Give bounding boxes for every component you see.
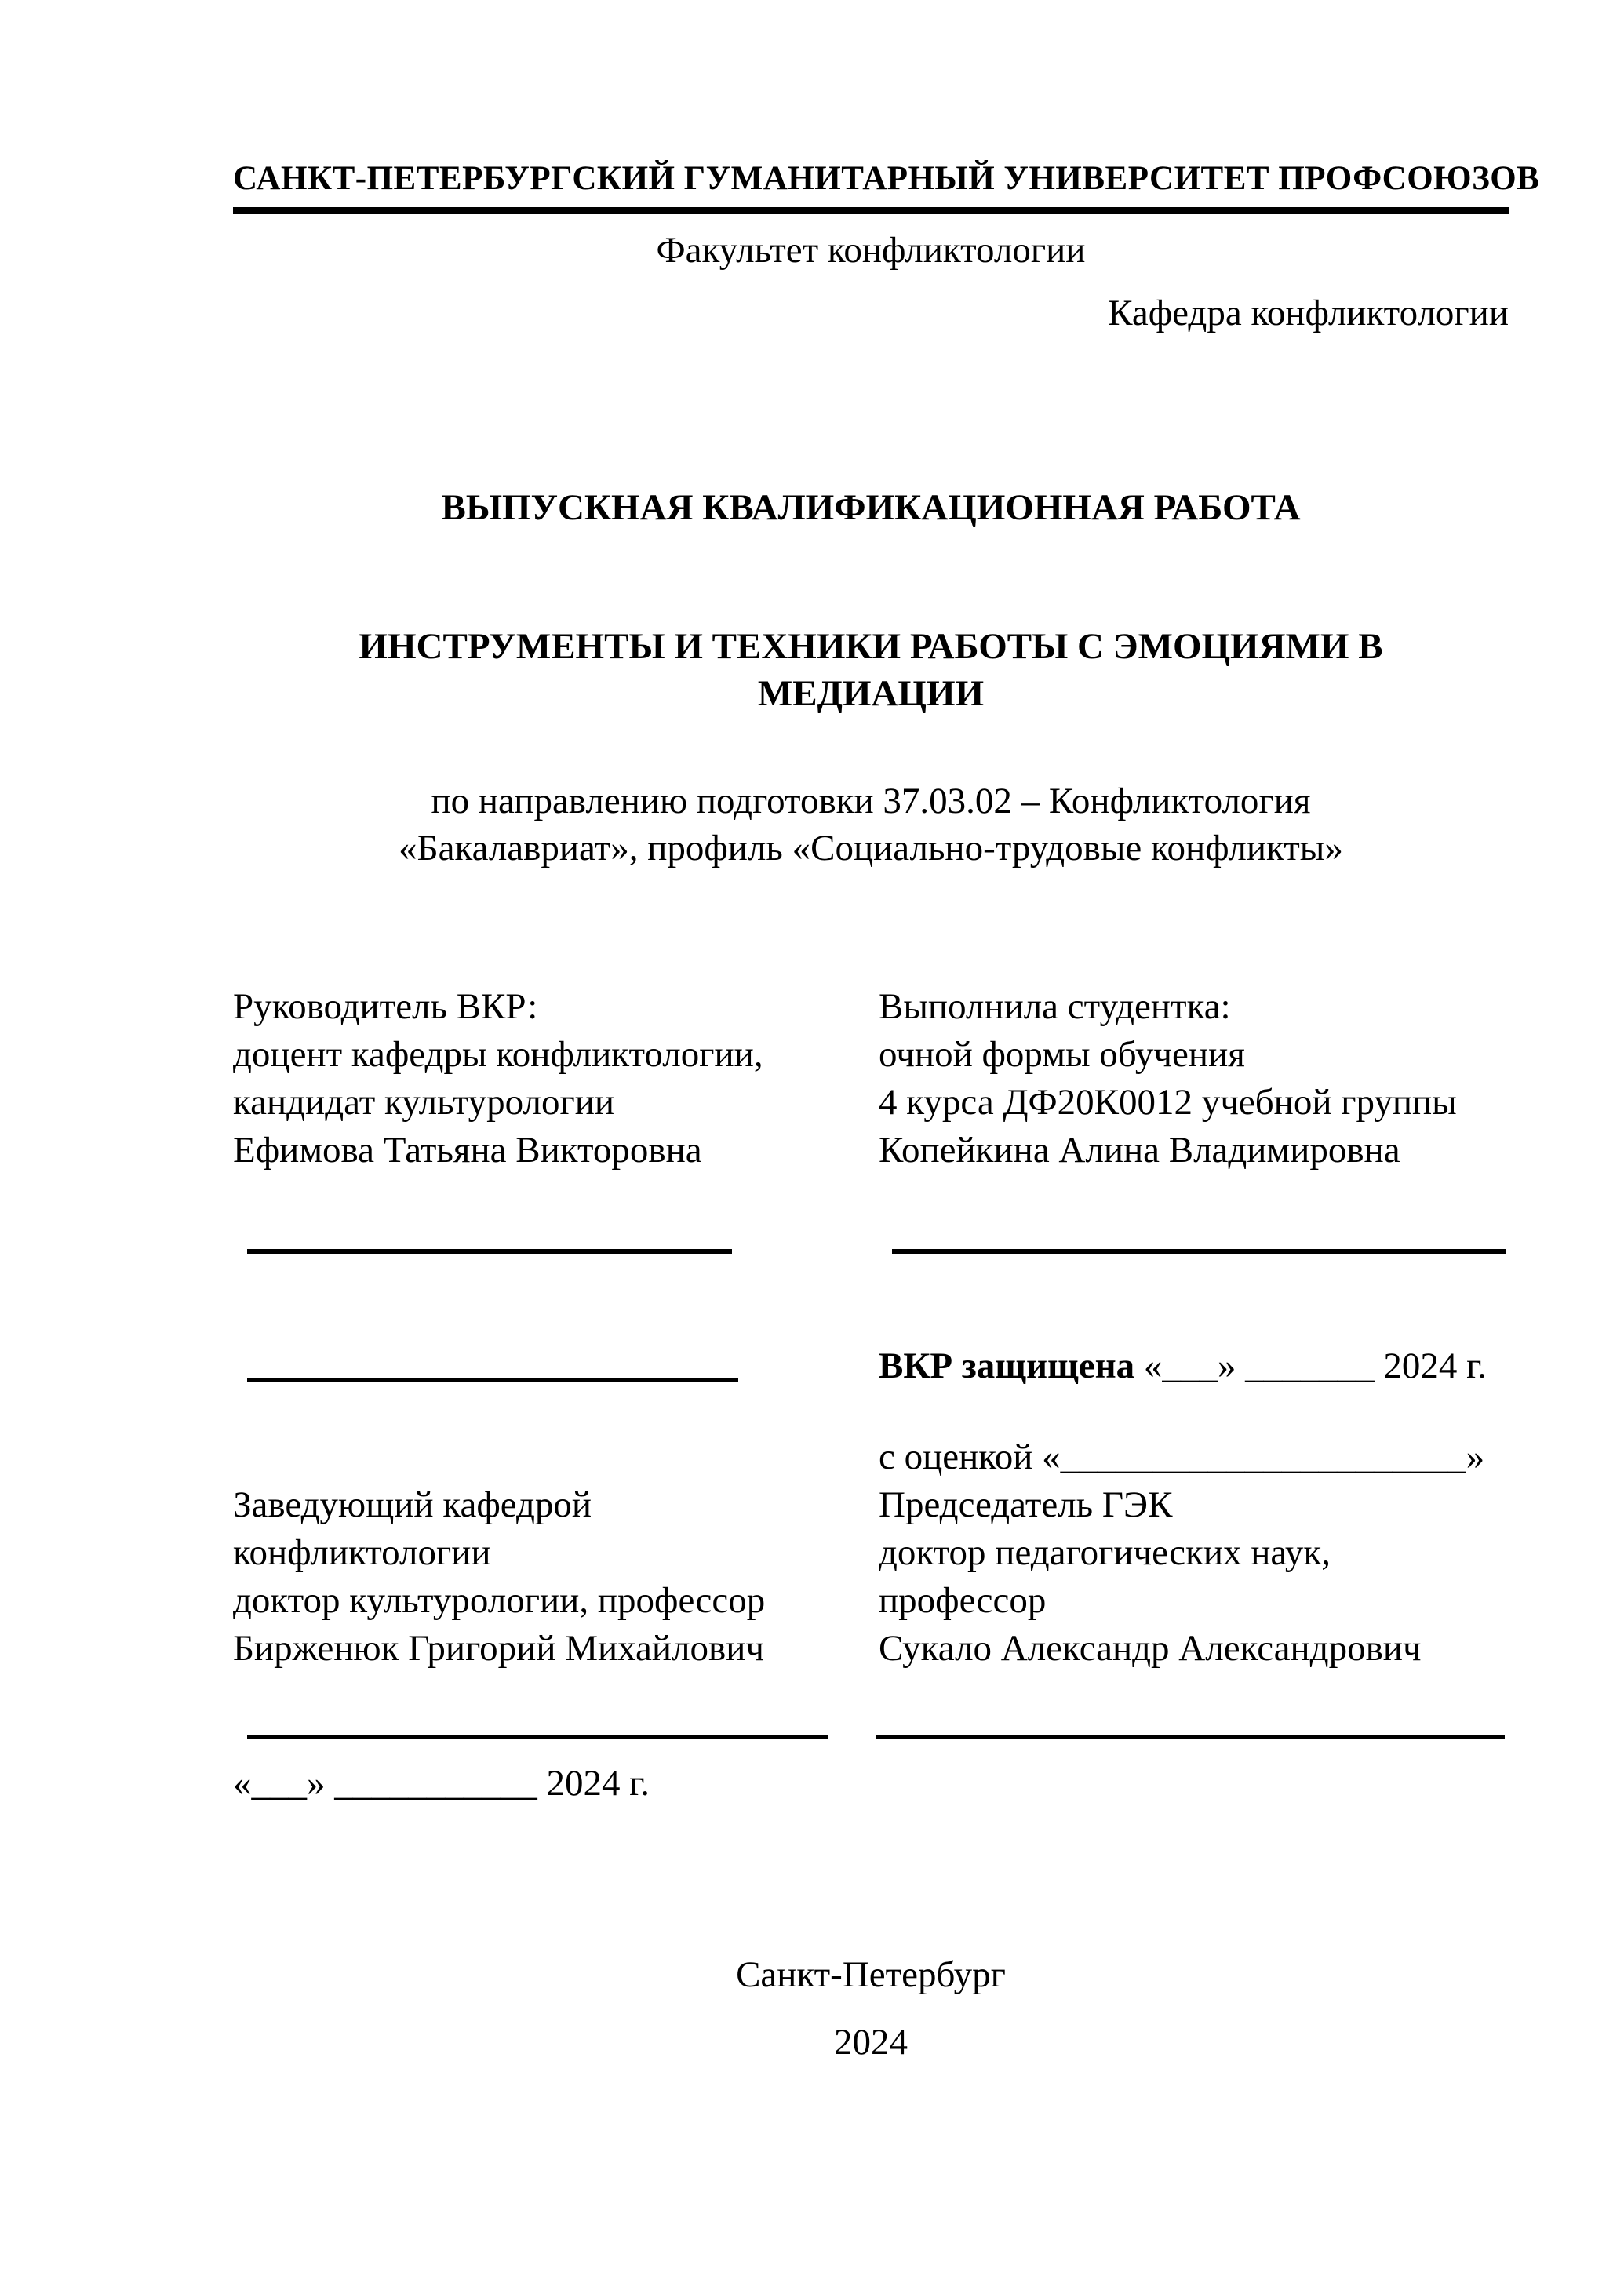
- program-line: по направлению подготовки 37.03.02 – Конфликтология: [431, 781, 1311, 821]
- student-study-form: очной формы обучения: [879, 1034, 1245, 1075]
- supervisor-block: [233, 983, 861, 1174]
- defense-date-blank: «___» _______ 2024 г.: [1134, 1345, 1487, 1386]
- department-name: Кафедра конфликтологии: [1108, 293, 1509, 333]
- supervisor-name: Ефимова Татьяна Викторовна: [233, 1130, 702, 1171]
- head-title: Заведующий кафедрой: [233, 1484, 592, 1525]
- chair-title: Председатель ГЭК: [879, 1484, 1173, 1525]
- committee-chair-block: [879, 1481, 1546, 1673]
- supervisor-signature-line-2: [247, 1378, 738, 1382]
- student-label: Выполнила студентка:: [879, 986, 1231, 1027]
- head-department: конфликтологии: [233, 1532, 491, 1573]
- header-rule: [233, 207, 1509, 214]
- supervisor-position: доцент кафедры конфликтологии,: [233, 1034, 763, 1075]
- head-name: Бирженюк Григорий Михайлович: [233, 1628, 765, 1669]
- student-signature-line: [892, 1249, 1506, 1254]
- department-head-block: [233, 1481, 861, 1673]
- faculty-name: Факультет конфликтологии: [656, 230, 1086, 271]
- supervisor-signature-line: [247, 1249, 732, 1254]
- program-line: «Бакалавриат», профиль «Социально-трудовые конфликты»: [399, 828, 1343, 868]
- university-name: САНКТ-ПЕТЕРБУРГСКИЙ ГУМАНИТАРНЫЙ УНИВЕРСИТЕТ ПРОФСОЮЗОВ: [233, 160, 1540, 197]
- thesis-title-text: ИНСТРУМЕНТЫ И ТЕХНИКИ РАБОТЫ С ЭМОЦИЯМИ В МЕДИАЦИИ: [359, 626, 1383, 714]
- chair-degree: доктор педагогических наук,: [879, 1532, 1331, 1573]
- chair-rank: профессор: [879, 1580, 1047, 1621]
- head-signature-line: [247, 1735, 828, 1739]
- work-type-title: ВЫПУСКНАЯ КВАЛИФИКАЦИОННАЯ РАБОТА: [441, 487, 1301, 528]
- chair-name: Сукало Александр Александрович: [879, 1628, 1422, 1669]
- head-degree: доктор культурологии, профессор: [233, 1580, 766, 1621]
- chair-signature-line: [876, 1735, 1505, 1739]
- grade-blank-line: с оценкой «______________________»: [879, 1436, 1485, 1477]
- program-block: [233, 777, 1509, 872]
- student-name: Копейкина Алина Владимировна: [879, 1130, 1400, 1171]
- footer-date-blank: «___» ___________ 2024 г.: [233, 1763, 650, 1804]
- thesis-title: [233, 623, 1509, 717]
- year: 2024: [834, 2022, 908, 2063]
- student-block: [879, 983, 1522, 1174]
- supervisor-degree: кандидат культурологии: [233, 1082, 615, 1123]
- defense-label: ВКР защищена: [879, 1345, 1135, 1386]
- city-name: Санкт-Петербург: [736, 1954, 1006, 1995]
- defense-date-line: [879, 1345, 1546, 1387]
- supervisor-label: Руководитель ВКР:: [233, 986, 538, 1027]
- student-group: 4 курса ДФ20К0012 учебной группы: [879, 1082, 1457, 1123]
